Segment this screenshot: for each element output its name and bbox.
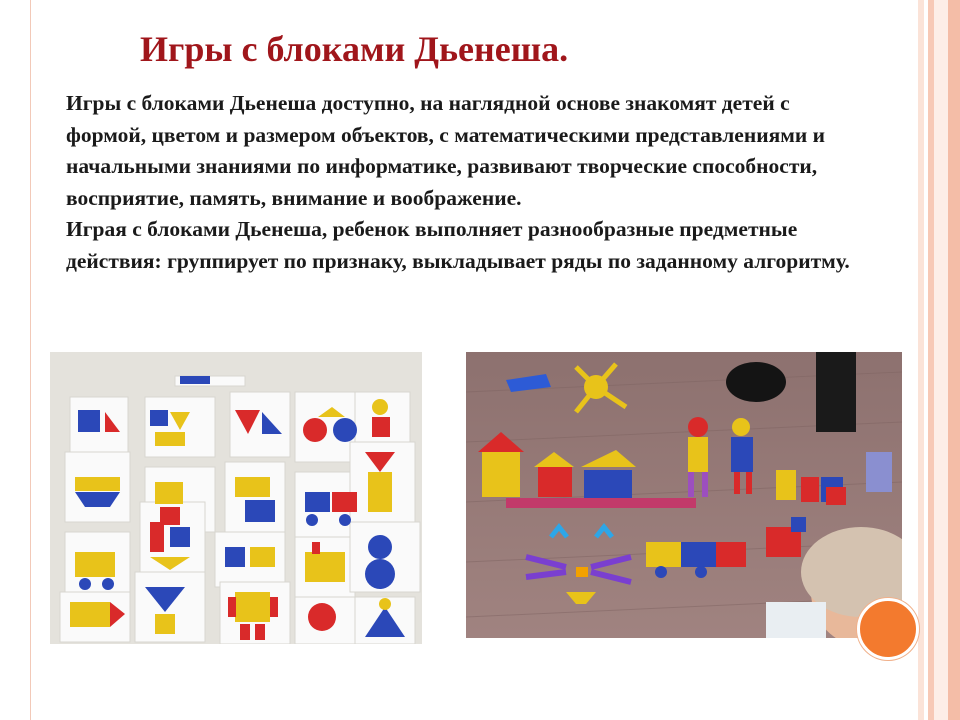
cards-photo [50, 352, 422, 644]
floor-blocks-photo [466, 352, 902, 638]
left-decorative-line [30, 0, 31, 720]
decorative-orange-circle [857, 598, 919, 660]
slide-title: Игры с блоками Дьенеша. [140, 29, 569, 69]
slide-body [66, 88, 866, 277]
paragraph-1: Игры с блоками Дьенеша доступно, на наглядной основе знакомят детей с формой, цветом и размером объектов, с математическими представлениями и начальными знаниями по информатике, развивают творческие способности, восприятие, память, внимание и воображение. [66, 91, 826, 210]
paragraph-2: Играя с блоками Дьенеша, ребенок выполняет разнообразные предметные действия: группирует по признаку, выкладывает ряды по заданному алгоритму. [66, 217, 850, 273]
right-decorative-bar [918, 0, 960, 720]
